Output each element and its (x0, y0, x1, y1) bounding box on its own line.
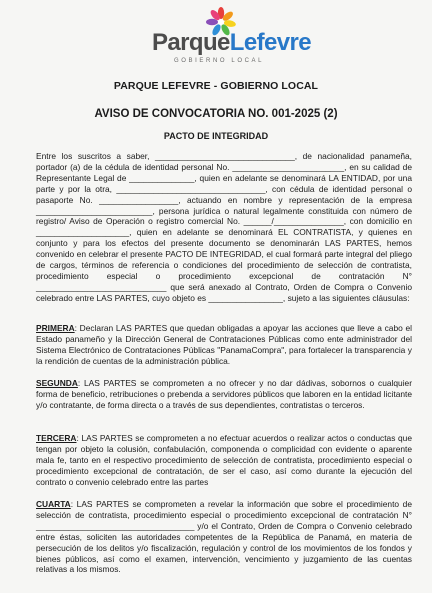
clause-segunda-label: SEGUNDA (36, 378, 78, 388)
logo-subtitle: GOBIERNO LOCAL (174, 58, 265, 64)
clause-tercera-text: : LAS PARTES se comprometen a no efectuar acuerdos o realizar actos o conductas que tengan por objeto la colusión, confabulación, componenda o complicidad con evidente o aparente mala fe, tanto en el respectivo procedimiento de selección de contratista, procedimiento especial o procedimiento excepcional de contratación, de ser el caso, así como durante la ejecución del contrato o convenio celebrado entre las partes (36, 433, 412, 487)
clause-cuarta-label: CUARTA (36, 499, 71, 509)
clause-primera-label: PRIMERA (36, 323, 75, 333)
clause-primera-text: : Declaran LAS PARTES que quedan obligadas a apoyar las acciones que lleve a cabo el Estado panameño y la Dirección General de Contrataciones Públicas como ente administrador del Sistema Electrónico de Contrataciones Públicas "PanamaCompra", para fortalecer la transparencia y la rendición de cuentas de la administración pública. (36, 323, 412, 366)
logo-wordmark: ParqueLefevre (152, 29, 311, 56)
organization-title: PARQUE LEFEVRE - GOBIERNO LOCAL (113, 80, 319, 92)
clause-cuarta-text: : LAS PARTES se comprometen a revelar la información que sobre el procedimiento de selección de contratista, procedimiento especial o procedimiento excepcional de contratación N° __________________________________ y/o el Contrato, Orden de Compra o Convenio celebrado entre éstas, soliciten las autoridades competentes de la República de Panamá, en materia de persecución de los delitos y/o fiscalización, regulación y control de los movimientos de los fondos y bienes públicos, así como el examen, intervención, vencimiento y juzgamiento de las cuentas relativas a los mismos. (36, 499, 412, 575)
clause-segunda-text: : LAS PARTES se comprometen a no ofrecer y no dar dádivas, sobornos o cualquier forma de beneficio, retribuciones o prebenda a servidores públicos que laboren en la entidad licitante y/o contratante, de forma directa o a través de sus dependientes, contratistas o terceros. (36, 378, 412, 410)
clause-primera (36, 323, 412, 367)
intro-paragraph: Entre los suscritos a saber, ______________________________, de nacionalidad panameña, portador (a) de la cédula de identidad personal No. ________________________, en su calidad de Representante Legal de ______________, quien en adelante se denominará LA ENTIDAD, por una parte y por la otra, ________________________________, con cédula de identidad personal o pasaporte No. _________________, actuando en nombre y representación de la empresa _________________________, persona jurídica o natural legalmente constituida con número de registro/ Aviso de Operación o registro comercial No. ______/_______________, con domicilio en ____________________, quien en adelante se denominará EL CONTRATISTA, y quienes en conjunto y para los efectos del presente documento se denominarán LAS PARTES, hemos convenido en celebrar el presente PACTO DE INTEGRIDAD, el cual formará parte integral del pliego de cargos, términos de referencia o condiciones del procedimiento de selección de contratista, procedimiento especial o procedimiento excepcional de contratación N° ____________________________ que será anexado al Contrato, Orden de Compra o Convenio celebrado entre LAS PARTES, cuyo objeto es ________________, sujeto a las siguientes cláusulas: (36, 151, 412, 303)
pact-title: PACTO DE INTEGRIDAD (163, 131, 269, 141)
clause-cuarta (36, 499, 412, 575)
clause-tercera (36, 433, 412, 488)
clause-segunda (36, 378, 412, 411)
parque-lefevre-logo (0, 0, 432, 72)
notice-title: AVISO DE CONVOCATORIA NO. 001-2025 (2) (94, 108, 338, 120)
clause-tercera-label: TERCERA (36, 433, 77, 443)
